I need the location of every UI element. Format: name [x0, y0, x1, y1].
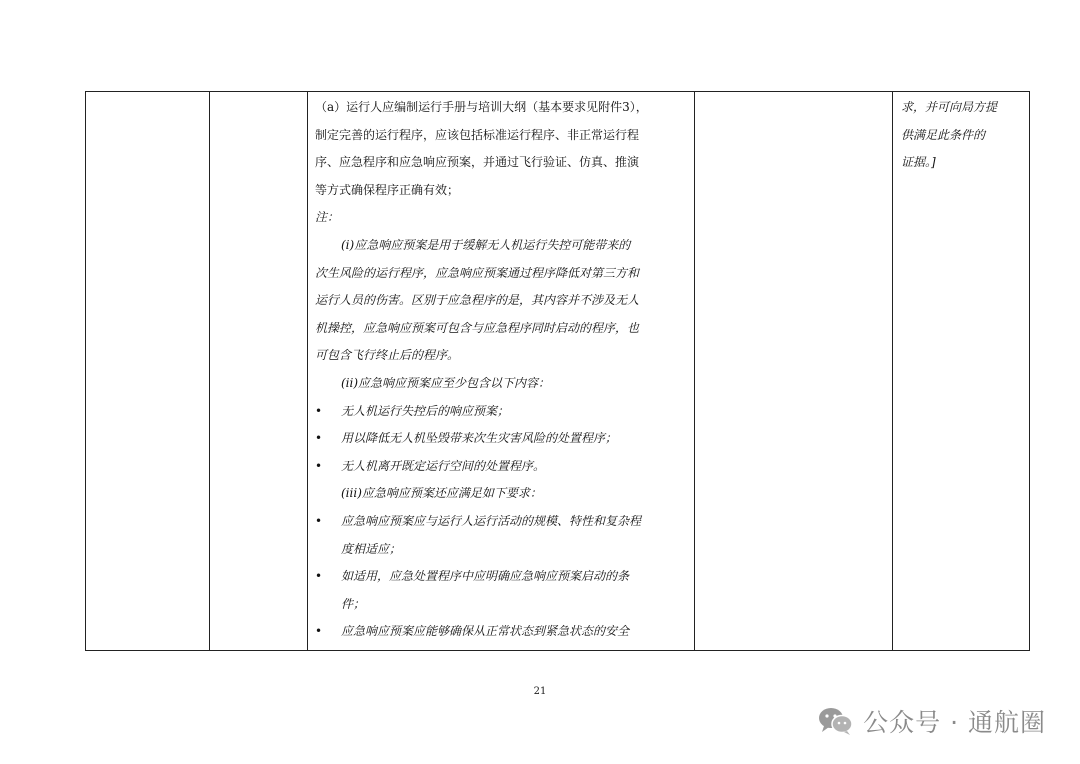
text-line: 次生风险的运行程序，应急响应预案通过程序降低对第三方和 — [315, 265, 640, 280]
text-line: （a）运行人应编制运行手册与培训大纲（基本要求见附件3）， — [315, 100, 648, 114]
table-cell-requirements — [308, 92, 695, 651]
text-line: 等方式确保程序正确有效； — [315, 182, 460, 197]
watermark — [817, 704, 1046, 738]
text-line: • 无人机离开既定运行空间的处置程序。 — [315, 453, 688, 481]
text-line: 制定完善的运行程序，应该包括标准运行程序、非正常运行程 — [315, 127, 640, 142]
text-line: 机操控，应急响应预案可包含与应急程序同时启动的程序，也 — [315, 320, 640, 335]
text-line: (ii)应急响应预案应至少包含以下内容： — [341, 375, 551, 390]
text-line: • 应急响应预案应与运行人运行活动的规模、特性和复杂程 — [315, 508, 688, 536]
table-cell-col2 — [210, 92, 308, 651]
text-line: (iii)应急响应预案还应满足如下要求： — [341, 486, 542, 501]
requirements-table — [85, 91, 1030, 651]
note-line: 供满足此条件的 — [901, 127, 986, 142]
text-line: 可包含飞行终止后的程序。 — [315, 348, 460, 363]
text-line: (i)应急响应预案是用于缓解无人机运行失控可能带来的 — [341, 237, 631, 252]
table-cell-notes — [893, 92, 1030, 651]
text-line: 注： — [315, 210, 340, 225]
wechat-icon — [817, 705, 855, 737]
watermark-text: 公众号 · 通航圈 — [863, 708, 1046, 737]
text-line: 度相适应； — [341, 541, 402, 556]
page-number: 21 — [533, 686, 547, 697]
text-line: 件； — [341, 596, 366, 611]
text-line: 运行人员的伤害。区别于应急程序的是，其内容并不涉及无人 — [315, 293, 640, 308]
text-line: 序、应急程序和应急响应预案，并通过飞行验证、仿真、推演 — [315, 155, 640, 170]
text-line: • 用以降低无人机坠毁带来次生灾害风险的处置程序； — [315, 425, 688, 453]
text-line: • 如适用，应急处置程序中应明确应急响应预案启动的条 — [315, 563, 688, 591]
table-row — [86, 92, 1030, 651]
table-cell-col4 — [695, 92, 893, 651]
text-line: • 无人机运行失控后的响应预案； — [315, 398, 688, 426]
note-line: 求，并可向局方提 — [901, 100, 998, 114]
text-line: • 应急响应预案应能够确保从正常状态到紧急状态的安全 — [315, 618, 688, 646]
note-line: 证据。] — [901, 155, 936, 170]
table-cell-col1 — [86, 92, 210, 651]
